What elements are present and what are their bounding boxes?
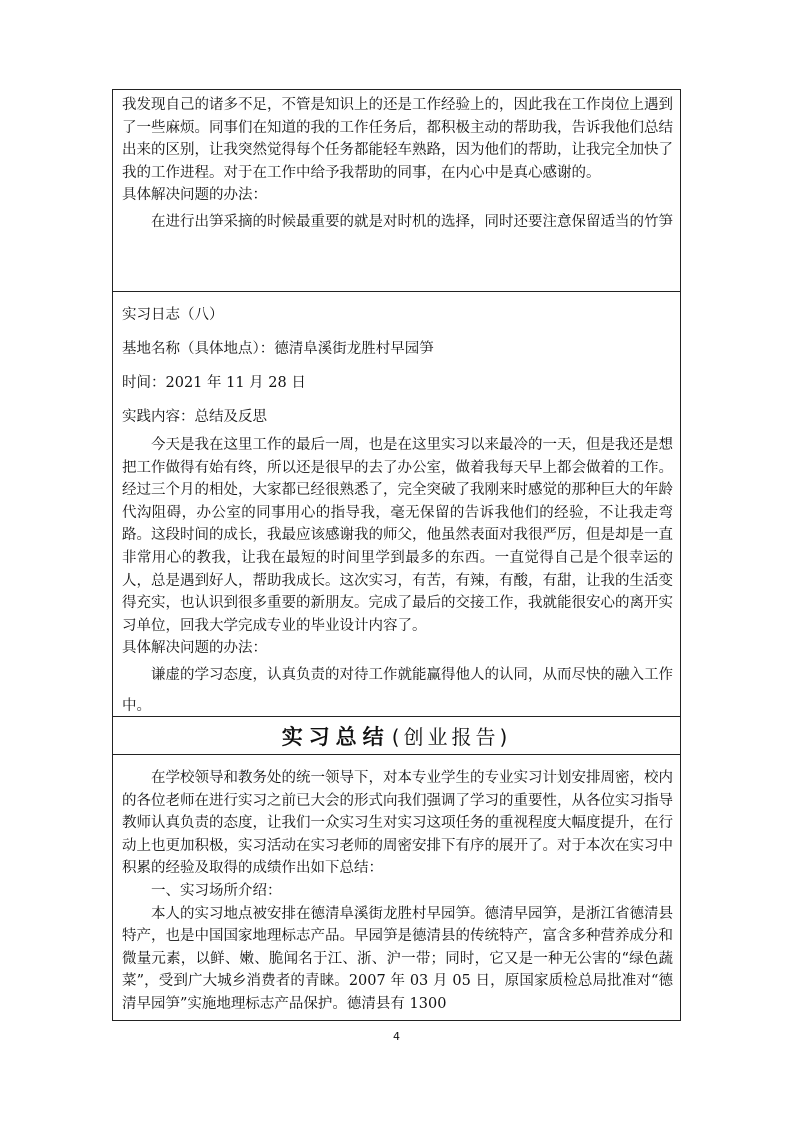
log-time: 时间：2021 年 11 月 28 日 [122, 375, 306, 391]
solution-label: 具体解决问题的办法： [122, 640, 267, 657]
solution-label: 具体解决问题的办法： [122, 187, 267, 204]
section-heading: 一、实习场所介绍： [151, 882, 282, 899]
summary-intro: 在学校领导和教务处的统一领导下，对本专业学生的专业实习计划安排周密，校内的各位老师在进行实习之前已大会的形式向我们强调了学习的重要性，从各位实习指导教师认真负责的态度，让我们一众实习生对实习这项任务的重视程度大幅度提升，在行动上也更加积极，实习活动在实习老师的周密安排下有序的展开了。对于本次在实习中积累的经验及取得的成绩作出如下总结： [122, 770, 673, 877]
solution-text: 谦虚的学习态度，认真负责的对待工作就能赢得他人的认同，从而尽快的融入工作中。 [122, 666, 673, 714]
summary-body-cell [113, 755, 680, 1020]
section-paragraph: 本人的实习地点被安排在德清阜溪街龙胜村早园笋。德清早园笋，是浙江省德清县特产，也是中国国家地理标志产品。早园笋是德清县的传统特产，富含多种营养成分和微量元素，以鲜、嫩、脆闻名于江、浙、沪一带；同时，它又是一种无公害的“绿色蔬菜”，受到广大城乡消费者的青睐。2007 年 03 月 05 日，原国家质检总局批准对“德清早园笋”实施地理标志产品保护。德清县有 1300 [122, 905, 673, 1012]
log-paragraph: 今天是我在这里工作的最后一周，也是在这里实习以来最冷的一天，但是我还是想把工作做得有始有终，所以还是很早的去了办公室，做着我每天早上都会做着的工作。经过三个月的相处，大家都已经很熟悉了，完全突破了我刚来时感觉的那种巨大的年龄代沟阻碍，办公室的同事用心的指导我，毫无保留的告诉我他们的经验，不让我走弯路。这段时间的成长，我最应该感谢我的师父，他虽然表面对我很严厉，但是却是一直非常用心的教我，让我在最短的时间里学到最多的东西。一直觉得自己是个很幸运的人，总是遇到好人，帮助我成长。这次实习，有苦，有辣，有酸，有甜，让我的生活变得充实，也认识到很多重要的新朋友。完成了最后的交接工作，我就能很安心的离开实习单位，回我大学完成专业的毕业设计内容了。 [122, 437, 673, 634]
summary-subtitle: (创业报告) [391, 725, 512, 749]
log-eight-cell [113, 292, 680, 717]
practice-content: 实践内容：总结及反思 [122, 409, 267, 425]
summary-title: 实习总结 [281, 724, 390, 749]
solution-text: 在进行出笋采摘的时候最重要的就是对时机的选择，同时还要注意保留适当的竹笋 [151, 213, 673, 230]
base-name: 基地名称（具体地点）：德清阜溪街龙胜村早园笋 [122, 341, 434, 357]
log-heading: 实习日志（八） [122, 307, 224, 323]
previous-log-paragraph: 我发现自己的诸多不足，不管是知识上的还是工作经验上的，因此我在工作岗位上遇到了一些麻烦。同事们在知道的我的工作任务后，都积极主动的帮助我，告诉我他们总结出来的区别，让我突然觉得每个任务都能轻车熟路，因为他们的帮助，让我完全加快了我的工作进程。对于在工作中给予我帮助的同事，在内心中是真心感谢的。 [122, 97, 673, 181]
page-number: 4 [393, 1030, 400, 1043]
document-table [112, 89, 681, 1021]
previous-log-cell [113, 90, 680, 292]
summary-title-cell [113, 717, 680, 755]
